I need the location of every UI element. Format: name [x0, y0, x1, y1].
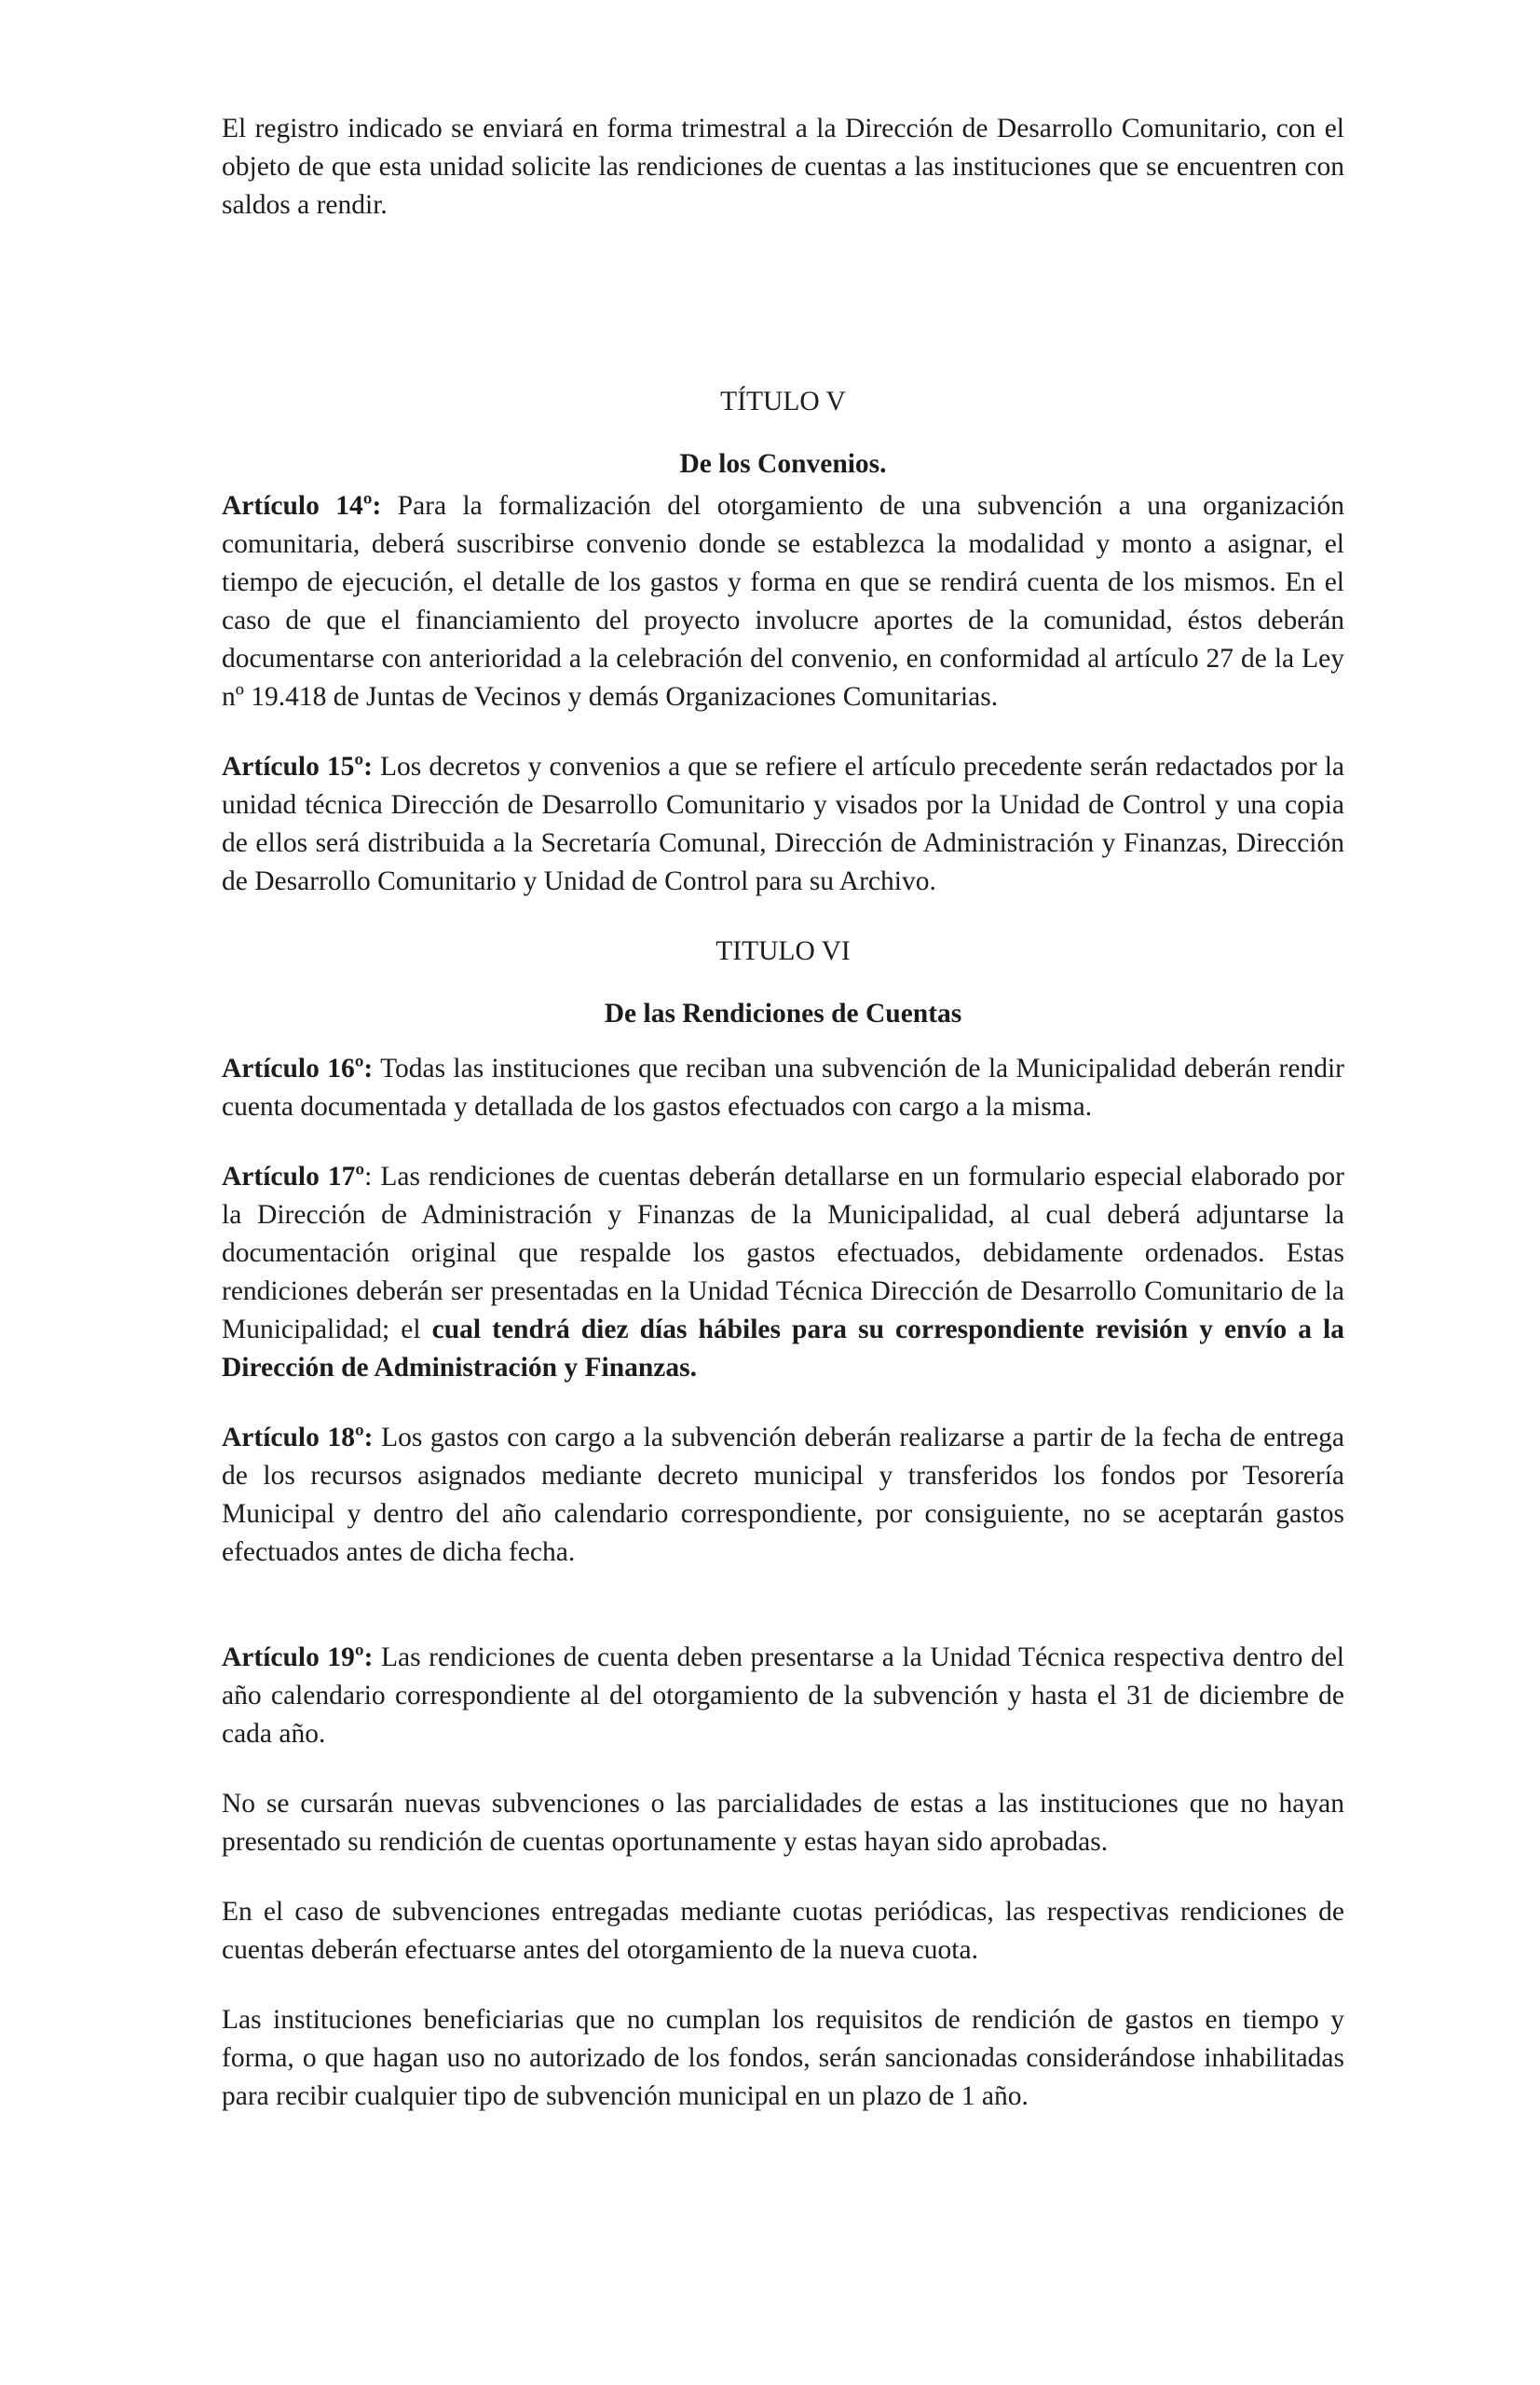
article-19 [222, 1639, 1344, 1753]
article-16-text: Todas las instituciones que reciban una subvención de la Municipalidad deberán rendir cuenta documentada y detallada de los gastos efectuados con cargo a la misma. [222, 1054, 1344, 1122]
intro-paragraph: El registro indicado se enviará en forma trimestral a la Dirección de Desarrollo Comunitario, con el objeto de que esta unidad solicite las rendiciones de cuentas a las instituciones que se encuentren con saldos a rendir. [222, 114, 1344, 220]
article-18-text: Los gastos con cargo a la subvención deberán realizarse a partir de la fecha de entrega de los recursos asignados mediante decreto municipal y transferidos los fondos por Tesorería Municipal y dentro del año calendario correspondiente, por consiguiente, no se aceptarán gastos efectuados antes de dicha fecha. [222, 1423, 1344, 1567]
article-16-lead: Artículo 16º: [222, 1054, 374, 1083]
article-18-lead: Artículo 18º: [222, 1423, 374, 1452]
titulo-vi-heading: TITULO VI [715, 936, 851, 966]
article-15 [222, 748, 1344, 901]
paragraph-no-cursaran: No se cursarán nuevas subvenciones o las parcialidades de estas a las instituciones que no hayan presentado su rendición de cuentas oportunamente y estas hayan sido aprobadas. [222, 1789, 1344, 1857]
article-15-text: Los decretos y convenios a que se refiere el artículo precedente serán redactados por la unidad técnica Dirección de Desarrollo Comunitario y visados por la Unidad de Control y una copia de ellos será distribuida a la Secretaría Comunal, Dirección de Administración y Finanzas, Dirección de Desarrollo Comunitario y Unidad de Control para su Archivo. [222, 752, 1344, 896]
article-15-lead: Artículo 15º: [222, 752, 373, 782]
article-19-text: Las rendiciones de cuenta deben presentarse a la Unidad Técnica respectiva dentro del año calendario correspondiente al del otorgamiento de la subvención y hasta el 31 de diciembre de cada año. [222, 1642, 1344, 1749]
titulo-v-subheading: De los Convenios. [679, 449, 887, 479]
article-18 [222, 1419, 1344, 1572]
article-17-lead: Artículo 17º [222, 1162, 365, 1192]
article-14-text: Para la formalización del otorgamiento de una subvención a una organización comunitaria, deberá suscribirse convenio donde se establezca la modalidad y monto a asignar, el tiempo de ejecución, el detalle de los gastos y forma en que se rendirá cuenta de los mismos. En el caso de que el financiamiento del proyecto involucre aportes de la comunidad, éstos deberán documentarse con anterioridad a la celebración del convenio, en conformidad al artículo 27 de la Ley nº 19.418 de Juntas de Vecinos y demás Organizaciones Comunitarias. [222, 491, 1344, 712]
article-14 [222, 487, 1344, 716]
titulo-vi-subheading: De las Rendiciones de Cuentas [604, 999, 962, 1029]
article-17 [222, 1158, 1344, 1387]
titulo-v-heading: TÍTULO V [720, 387, 846, 416]
article-19-lead: Artículo 19º: [222, 1642, 374, 1672]
article-16 [222, 1050, 1344, 1126]
paragraph-cuotas: En el caso de subvenciones entregadas mediante cuotas periódicas, las respectivas rendiciones de cuentas deberán efectuarse antes del otorgamiento de la nueva cuota. [222, 1897, 1344, 1965]
article-17-text: : Las rendiciones de cuentas deberán detallarse en un formulario especial elaborado por la Dirección de Administración y Finanzas de la Municipalidad, al cual deberá adjuntarse la documentación original que respalde los gastos efectuados, debidamente ordenados. Estas rendiciones deberán ser presentadas en la Unidad Técnica Dirección de Desarrollo Comunitario de la Municipalidad; el [222, 1162, 1344, 1344]
article-14-lead: Artículo 14º: [222, 491, 382, 521]
article-17-bold-text: cual tendrá diez días hábiles para su correspondiente revisión y envío a la Dirección de Administración y Finanzas. [222, 1315, 1345, 1383]
paragraph-sanciones: Las instituciones beneficiarias que no cumplan los requisitos de rendición de gastos en tiempo y forma, o que hagan uso no autorizado de los fondos, serán sancionadas considerándose inhabilitadas para recibir cualquier tipo de subvención municipal en un plazo de 1 año. [222, 2005, 1344, 2111]
